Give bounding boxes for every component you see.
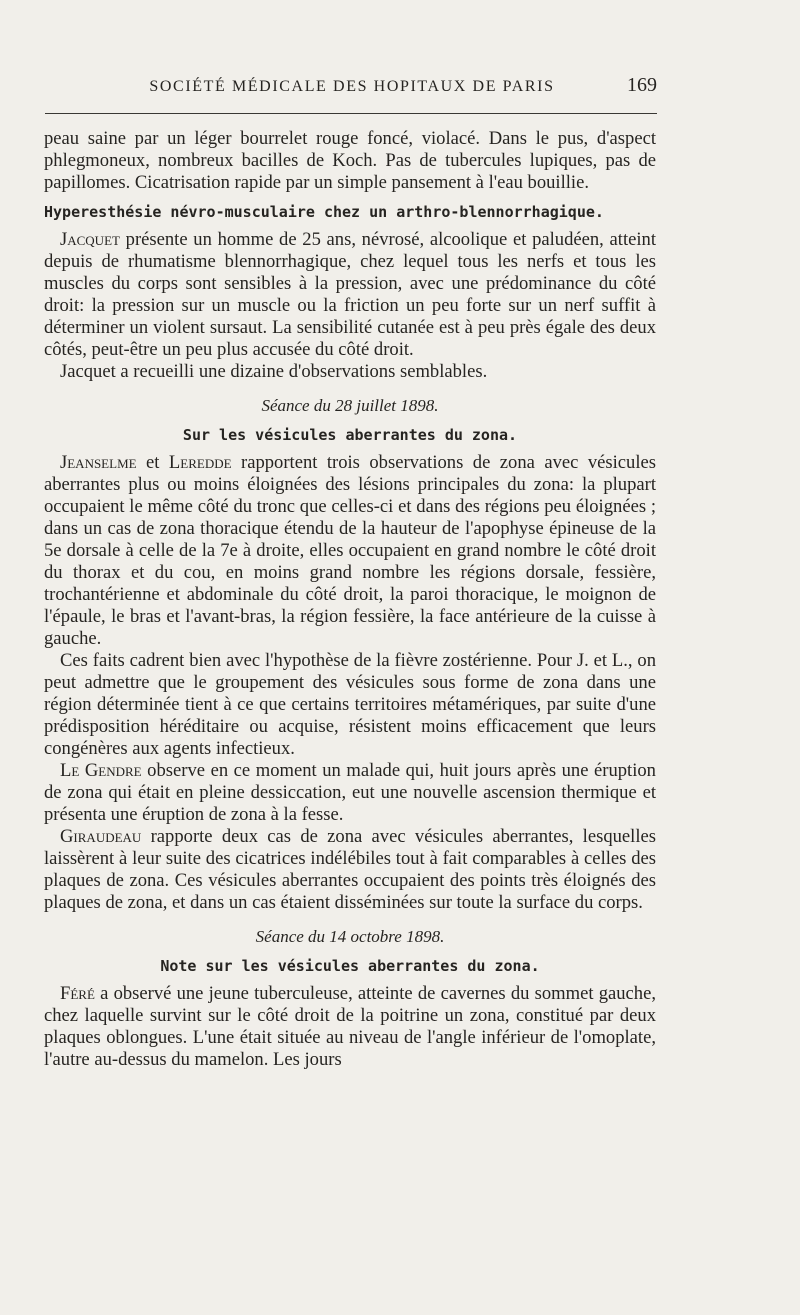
page-body — [44, 128, 656, 1071]
paragraph-text: observe en ce moment un malade qui, huit jours après une éruption de zona qui était en pleine dessiccation, eut une nouvelle ascension thermique et présenta une éruption de zona à la fesse. — [44, 760, 656, 825]
author-name: Féré — [60, 983, 95, 1004]
paragraph — [44, 760, 656, 826]
paragraph-text: présente un homme de 25 ans, névrosé, alcoolique et paludéen, atteint depuis de rhumatisme blennorrhagique, chez lequel tous les nerfs et tous les muscles du corps sont sensibles à la pression, avec une prédominance du côté droit: la pression sur un muscle ou la friction un peu forte sur un nerf suffit à déterminer un violent sursaut. La sensibilité cutanée est à peu près égale des deux côtés, peut-être un peu plus accusée du côté droit. — [44, 229, 656, 360]
header-rule — [45, 113, 657, 114]
section-heading: Sur les vésicules aberrantes du zona. — [182, 426, 518, 444]
paragraph: Jacquet a recueilli une dizaine d'observations semblables. — [60, 361, 488, 382]
conjunction: et — [136, 452, 169, 473]
paragraph — [44, 983, 656, 1071]
paragraph — [44, 229, 656, 361]
paragraph: peau saine par un léger bourrelet rouge foncé, violacé. Dans le pus, d'aspect phlegmoneux, nombreux bacilles de Koch. Pas de tubercules lupiques, pas de papillomes. Cicatrisation rapide par un simple pansement à l'eau bouillie. — [44, 128, 656, 193]
paragraph — [44, 452, 656, 650]
running-title: SOCIÉTÉ MÉDICALE DES HOPITAUX DE PARIS — [149, 78, 555, 95]
author-name: Jeanselme — [60, 452, 137, 473]
section-heading: Hyperesthésie névro-musculaire chez un arthro-blennorrhagique. — [44, 203, 604, 221]
author-name: Jacquet — [60, 229, 120, 250]
author-name: Giraudeau — [60, 826, 142, 847]
session-date: Séance du 14 octobre 1898. — [255, 927, 445, 946]
section-heading: Note sur les vésicules aberrantes du zona. — [160, 957, 540, 975]
session-date: Séance du 28 juillet 1898. — [261, 396, 439, 415]
paragraph-text: a observé une jeune tuberculeuse, atteinte de cavernes du sommet gauche, chez laquelle survint sur le côté droit de la poitrine un zona, constitué par deux plaques oblongues. L'une était située au niveau de l'angle inférieur de l'omoplate, l'autre au-dessus du mamelon. Les jours — [44, 983, 656, 1070]
author-name: Leredde — [168, 452, 232, 473]
page-number: 169 — [627, 74, 657, 96]
paragraph-text: rapportent trois observations de zona avec vésicules aberrantes plus ou moins éloignées des lésions principales du zona: la plupart occupaient le même côté du tronc que celles-ci et dans des régions peu éloignées ; dans un cas de zona thoracique étendu de la hauteur de l'apophyse épineuse de la 5e dorsale à celle de la 7e à droite, elles occupaient en grand nombre le côté droit du thorax et du cou, en moins grand nombre les régions dorsale, fessière, trochantérienne et abdominale du côté droit, la paroi thoracique, le moignon de l'épaule, le bras et l'avant-bras, la région fessière, la face antérieure de la cuisse à gauche. — [44, 452, 656, 649]
paragraph — [44, 826, 656, 914]
paragraph-text: rapporte deux cas de zona avec vésicules aberrantes, lesquelles laissèrent à leur suite des cicatrices indélébiles tout à fait comparables à celles des plaques de zona. Ces vésicules aberrantes occupaient des points très éloignés des plaques de zona, et dans un cas étaient disséminées sur toute la surface du corps. — [44, 826, 656, 913]
author-name: Le Gendre — [60, 760, 142, 781]
paragraph: Ces faits cadrent bien avec l'hypothèse de la fièvre zostérienne. Pour J. et L., on peut admettre que le groupement des vésicules sous forme de zona dans une région déterminée tient à ce que certains territoires métamériques, par suite d'une prédisposition héréditaire ou acquise, résistent moins efficacement que leurs congénères aux agents infectieux. — [44, 650, 656, 759]
